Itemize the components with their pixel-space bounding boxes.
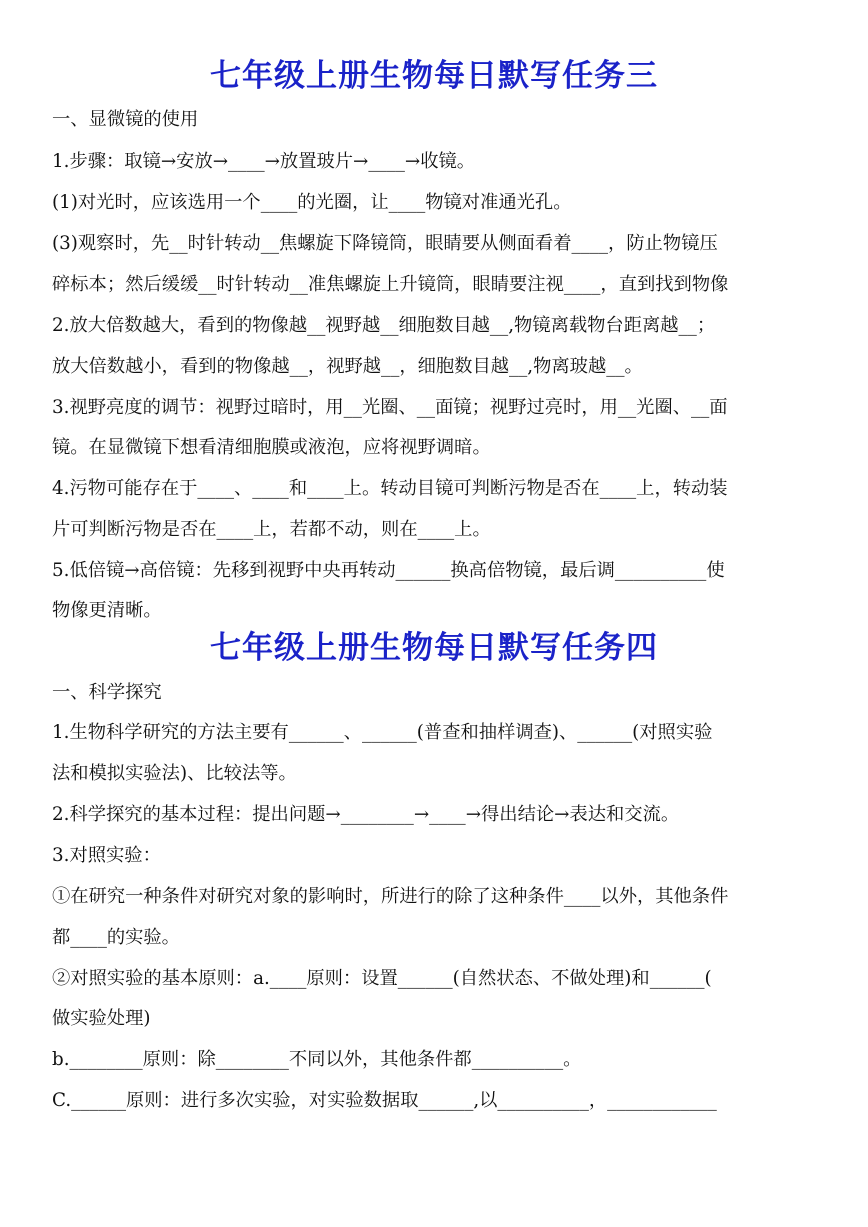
text-line: 2.科学探究的基本过程：提出问题→________→____→得出结论→表达和交流。: [52, 804, 680, 825]
text-line: 法和模拟实验法)、比较法等。: [52, 763, 297, 784]
text-line: 2.放大倍数越大，看到的物像越__视野越__细胞数目越__,物镜离载物台距离越__；: [52, 315, 716, 336]
section-title-task-3: 七年级上册生物每日默写任务三: [210, 58, 658, 94]
section-heading-microscope: 一、显微镜的使用: [52, 109, 199, 130]
text-line: 1.生物科学研究的方法主要有______、______(普查和抽样调查)、______(对照实验: [52, 722, 713, 743]
text-line: C.______原则：进行多次实验，对实验数据取______,以__________，____________: [52, 1090, 717, 1111]
text-line: (3)观察时，先__时针转动__焦螺旋下降镜筒，眼睛要从侧面看着____，防止物镜压: [52, 233, 718, 254]
text-line: 放大倍数越小，看到的物像越__，视野越__，细胞数目越__,物离玻越__。: [52, 356, 643, 377]
text-line: 片可判断污物是否在____上，若都不动，则在____上。: [52, 519, 491, 540]
text-line: 5.低倍镜→高倍镜：先移到视野中央再转动______换高倍物镜，最后调__________使: [52, 560, 725, 581]
text-line: 物像更清晰。: [52, 600, 162, 621]
text-line: ②对照实验的基本原则：a.____原则：设置______(自然状态、不做处理)和______(: [52, 968, 712, 989]
text-line: 镜。在显微镜下想看清细胞膜或液泡，应将视野调暗。: [52, 437, 491, 458]
text-line: (1)对光时，应该选用一个____的光圈，让____物镜对准通光孔。: [52, 192, 572, 213]
text-line: ①在研究一种条件对研究对象的影响时，所进行的除了这种条件____以外，其他条件: [52, 886, 729, 907]
text-line: b.________原则：除________不同以外，其他条件都__________。: [52, 1049, 582, 1070]
text-line: 都____的实验。: [52, 927, 180, 948]
text-line: 碎标本；然后缓缓__时针转动__准焦螺旋上升镜筒，眼睛要注视____，直到找到物像: [52, 274, 729, 295]
text-line: 3.对照实验：: [52, 845, 161, 866]
section-title-task-4: 七年级上册生物每日默写任务四: [210, 630, 658, 666]
section-heading-science-inquiry: 一、科学探究: [52, 682, 162, 703]
text-line: 做实验处理): [52, 1008, 151, 1029]
text-line: 1.步骤：取镜→安放→____→放置玻片→____→收镜。: [52, 151, 476, 172]
text-line: 3.视野亮度的调节：视野过暗时，用__光圈、__面镜；视野过亮时，用__光圈、__面: [52, 397, 728, 418]
text-line: 4.污物可能存在于____、____和____上。转动目镜可判断污物是否在____上，转动装: [52, 478, 728, 499]
